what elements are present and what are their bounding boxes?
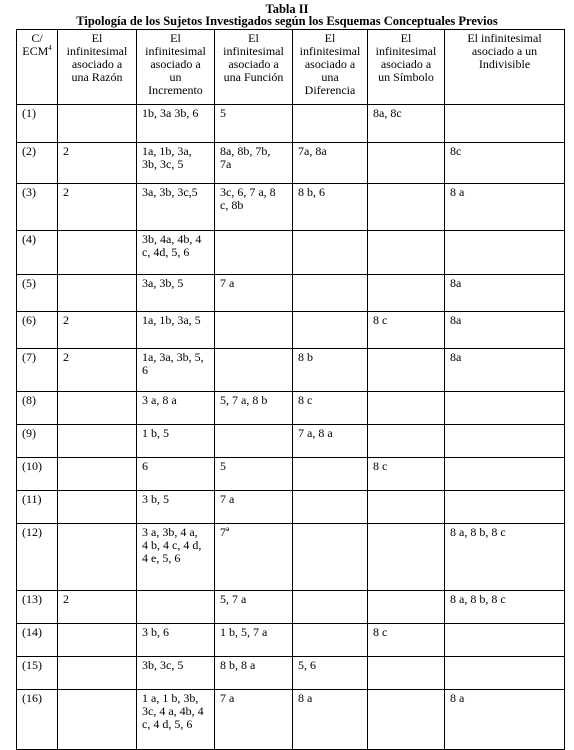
cell-c1 (58, 491, 137, 524)
cell-c4 (293, 312, 368, 349)
cell-id: (11) (17, 491, 58, 524)
cell-c6 (445, 231, 565, 275)
cell-id: (16) (17, 690, 58, 750)
cell-c6: 8a (445, 349, 565, 392)
cell-c4 (293, 105, 368, 143)
cell-c5 (368, 349, 445, 392)
cell-c2: 1b, 3a 3b, 6 (137, 105, 215, 143)
cell-id: (2) (17, 143, 58, 184)
cell-c5 (368, 143, 445, 184)
table-subtitle: Tipología de los Sujetos Investigados según los Esquemas Conceptuales Previos (76, 14, 498, 28)
cell-c2: 1a, 1b, 3a, 3b, 3c, 5 (137, 143, 215, 184)
cell-c3: 7 a (215, 275, 293, 312)
cell-c4: 5, 6 (293, 657, 368, 690)
cell-c2: 6 (137, 458, 215, 491)
cell-c1: 2 (58, 591, 137, 624)
cell-c2: 1a, 3a, 3b, 5, 6 (137, 349, 215, 392)
cell-id: (10) (17, 458, 58, 491)
header-funcion: El infinitesimal asociado a una Función (215, 30, 293, 105)
cell-c3: 7 a (215, 491, 293, 524)
table-row (17, 312, 565, 349)
cell-c6 (445, 458, 565, 491)
cell-id: (9) (17, 425, 58, 458)
cell-c2: 3 b, 5 (137, 491, 215, 524)
table-row (17, 392, 565, 425)
table-row (17, 105, 565, 143)
cell-c1 (58, 690, 137, 750)
cell-c2 (137, 591, 215, 624)
cell-c1: 2 (58, 349, 137, 392)
cell-c2: 1a, 1b, 3a, 5 (137, 312, 215, 349)
cell-c6: 8 a, 8 b, 8 c (445, 591, 565, 624)
cell-c3: 7 a (215, 690, 293, 750)
cell-c2: 1 b, 5 (137, 425, 215, 458)
table-row (17, 275, 565, 312)
cell-c1 (58, 275, 137, 312)
table-title: Tabla II (265, 2, 309, 16)
table-body (17, 105, 565, 750)
cell-c3: 5 (215, 458, 293, 491)
cell-c6 (445, 105, 565, 143)
cell-c4: 7a, 8a (293, 143, 368, 184)
table-row (17, 184, 565, 231)
table-row (17, 591, 565, 624)
header-indivisible: El infinitesimal asociado a un Indivisible (445, 30, 565, 105)
cell-c4 (293, 458, 368, 491)
cell-id: (4) (17, 231, 58, 275)
cell-c3: 5, 7 a, 8 b (215, 392, 293, 425)
table-row (17, 690, 565, 750)
header-row (17, 30, 565, 105)
cell-c5 (368, 392, 445, 425)
cell-c4 (293, 231, 368, 275)
table-row (17, 491, 565, 524)
cell-c5: 8a, 8c (368, 105, 445, 143)
table-row (17, 458, 565, 491)
table-row (17, 624, 565, 657)
cell-c3: 5, 7 a (215, 591, 293, 624)
cell-c1 (58, 425, 137, 458)
cell-c5 (368, 524, 445, 591)
footnote-marker: 4 (48, 44, 52, 52)
cell-c4 (293, 624, 368, 657)
cell-c6 (445, 392, 565, 425)
cell-c5 (368, 591, 445, 624)
cell-c4: 8 c (293, 392, 368, 425)
cell-c3 (215, 425, 293, 458)
cell-c2: 3b, 3c, 5 (137, 657, 215, 690)
cell-c1 (58, 657, 137, 690)
typology-table (16, 29, 565, 750)
cell-c6 (445, 624, 565, 657)
cell-c6: 8 a (445, 690, 565, 750)
cell-c2: 3b, 4a, 4b, 4 c, 4d, 5, 6 (137, 231, 215, 275)
cell-c1 (58, 524, 137, 591)
cell-id: (1) (17, 105, 58, 143)
cell-id: (15) (17, 657, 58, 690)
cell-c2: 3a, 3b, 5 (137, 275, 215, 312)
cell-id: (3) (17, 184, 58, 231)
cell-c5 (368, 657, 445, 690)
cell-c3: 1 b, 5, 7 a (215, 624, 293, 657)
cell-c1 (58, 231, 137, 275)
table-row (17, 524, 565, 591)
cell-id: (6) (17, 312, 58, 349)
cell-c6: 8a (445, 312, 565, 349)
cell-c1 (58, 458, 137, 491)
cell-c6 (445, 491, 565, 524)
cell-c4 (293, 491, 368, 524)
cell-c5 (368, 184, 445, 231)
cell-c6: 8c (445, 143, 565, 184)
header-incremento: El infinitesimal asociado a un Incremento (137, 30, 215, 105)
table-row (17, 231, 565, 275)
cell-c3: 7ª (215, 524, 293, 591)
cell-c4: 8 b (293, 349, 368, 392)
cell-c5 (368, 275, 445, 312)
cell-c4 (293, 591, 368, 624)
cell-c3 (215, 349, 293, 392)
cell-id: (5) (17, 275, 58, 312)
cell-c3: 8 b, 8 a (215, 657, 293, 690)
cell-c1: 2 (58, 184, 137, 231)
cell-c2: 3 b, 6 (137, 624, 215, 657)
table-row (17, 425, 565, 458)
cell-id: (12) (17, 524, 58, 591)
cell-c3 (215, 312, 293, 349)
cell-c6: 8 a (445, 184, 565, 231)
cell-c3: 8a, 8b, 7b, 7a (215, 143, 293, 184)
cell-c4: 8 a (293, 690, 368, 750)
table-row (17, 657, 565, 690)
cell-c2: 1 a, 1 b, 3b, 3c, 4 a, 4b, 4 c, 4 d, 5, 6 (137, 690, 215, 750)
cell-c2: 3 a, 3b, 4 a, 4 b, 4 c, 4 d, 4 e, 5, 6 (137, 524, 215, 591)
table-row (17, 143, 565, 184)
cell-c5 (368, 231, 445, 275)
cell-c4 (293, 275, 368, 312)
table-row (17, 349, 565, 392)
cell-c3: 3c, 6, 7 a, 8 c, 8b (215, 184, 293, 231)
header-simbolo: El infinitesimal asociado a un Símbolo (368, 30, 445, 105)
header-diferencia: El infinitesimal asociado a una Diferencia (293, 30, 368, 105)
cell-c1 (58, 392, 137, 425)
cell-c2: 3a, 3b, 3c,5 (137, 184, 215, 231)
cell-c1 (58, 624, 137, 657)
cell-c6 (445, 425, 565, 458)
cell-c3: 5 (215, 105, 293, 143)
cell-c2: 3 a, 8 a (137, 392, 215, 425)
cell-c3 (215, 231, 293, 275)
cell-id: (8) (17, 392, 58, 425)
cell-c4: 7 a, 8 a (293, 425, 368, 458)
cell-c5: 8 c (368, 624, 445, 657)
cell-c1 (58, 105, 137, 143)
cell-id: (7) (17, 349, 58, 392)
cell-c5 (368, 425, 445, 458)
cell-c5: 8 c (368, 312, 445, 349)
header-razon: El infinitesimal asociado a una Razón (58, 30, 137, 105)
cell-c1: 2 (58, 143, 137, 184)
cell-c4 (293, 524, 368, 591)
cell-c4: 8 b, 6 (293, 184, 368, 231)
cell-id: (14) (17, 624, 58, 657)
cell-c1: 2 (58, 312, 137, 349)
cell-c5 (368, 690, 445, 750)
cell-c5 (368, 491, 445, 524)
header-c-ecm: C/ ECM$^4$ (17, 30, 58, 105)
cell-c6: 8 a, 8 b, 8 c (445, 524, 565, 591)
cell-c6 (445, 657, 565, 690)
cell-c5: 8 c (368, 458, 445, 491)
cell-c6: 8a (445, 275, 565, 312)
cell-id: (13) (17, 591, 58, 624)
